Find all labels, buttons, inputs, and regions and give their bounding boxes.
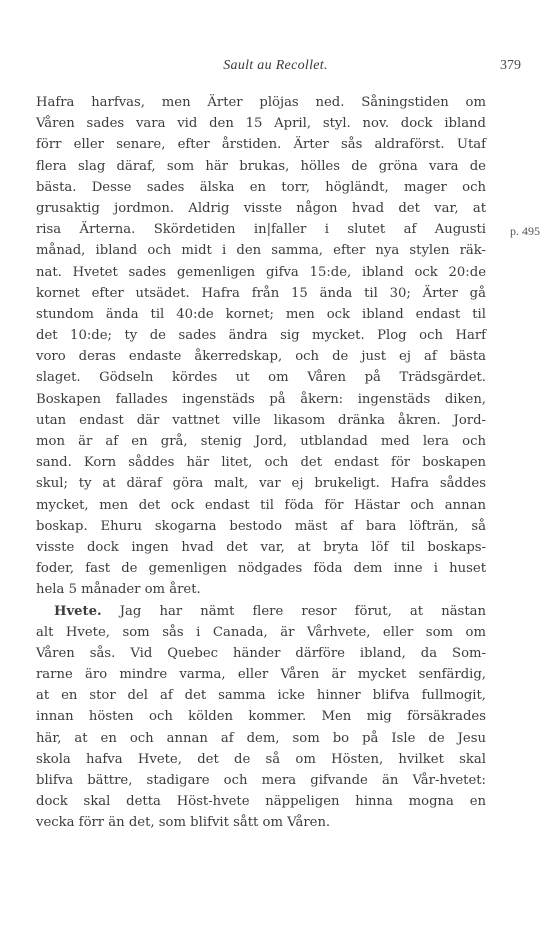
text-line: alt Hvete, som sås i Canada, är Vårhvete, eller som om [36, 624, 486, 640]
text-line: skola hafva Hvete, det de så om Hösten, hvilket skal [36, 751, 486, 767]
text-line: blifva bättre, stadigare och mera gifvande än Vår-hvetet: [36, 773, 486, 788]
text-line: det 10:de; ty de sades ändra sig mycket. Plog och Harf [36, 328, 486, 344]
text-line: Hafra harfvas, men Ärter plöjas ned. Såningstiden om [36, 95, 486, 110]
section-first-line-text: Jag har nämt flere resor förut, at nästan [119, 603, 486, 619]
section-first-line [36, 601, 486, 622]
text-line: bästa. Desse sades älska en torr, högländt, mager och [36, 179, 486, 195]
text-line: foder, fast de gemenligen nödgades föda dem inne i huset [36, 561, 486, 577]
text-line: visste dock ingen hvad det var, at bryta löf til boskaps- [36, 539, 486, 555]
text-line: skul; ty at däraf göra malt, var ej brukeligt. Hafra såddes [36, 476, 486, 492]
text-line: mon är af en grå, stenig Jord, utblandad med lera och [36, 434, 486, 449]
text-line: vecka förr än det, som blifvit sått om Våren. [36, 815, 331, 831]
text-line: slaget. Gödseln kördes ut om Våren på Trädsgärdet. [36, 370, 486, 386]
text-line: voro deras endaste åkerredskap, och de just ej af bästa [36, 349, 486, 365]
text-line: mycket, men det ock endast til föda för Hästar och annan [36, 497, 486, 513]
body-text [36, 92, 486, 834]
text-line: nat. Hvetet sades gemenligen gifva 15:de, ibland ock 20:de [36, 264, 486, 280]
page-number: 379 [500, 58, 521, 73]
text-line: grusaktig jordmon. Aldrig visste någon hvad det var, at [36, 200, 486, 216]
text-line: hela 5 månader om året. [36, 582, 201, 598]
text-line: Boskapen fallades ingenstäds på åkern: ingenstäds diken, [36, 391, 486, 407]
text-line: at en stor del af det samma icke hinner blifva fullmogit, [36, 688, 486, 704]
text-line: månad, ibland och midt i den samma, efter nya stylen räk- [36, 243, 486, 259]
text-line: dock skal detta Höst-hvete näppeligen hinna mogna en [36, 794, 486, 810]
text-line: rarne äro mindre varma, eller Våren är mycket senfärdig, [36, 667, 486, 683]
text-line: boskap. Ehuru skogarna bestodo mäst af bara löfträn, så [36, 518, 486, 534]
text-line: Våren sås. Vid Quebec händer därföre ibland, da Som- [36, 645, 486, 661]
text-line: innan hösten och kölden kommer. Men mig försäkrades [36, 709, 486, 725]
text-line: utan endast där vattnet ville likasom dränka åkren. Jord- [36, 412, 486, 428]
text-line: sand. Korn såddes här litet, och det endast för boskapen [36, 455, 486, 471]
text-line: kornet efter utsädet. Hafra från 15 ända til 30; Ärter gå [36, 285, 486, 301]
running-title: Sault au Recollet. [223, 58, 328, 73]
text-line: stundom ända til 40:de kornet; men ock ibland endast til [36, 306, 486, 322]
text-line: förr eller senare, efter årstiden. Ärter sås aldraförst. Utaf [36, 137, 486, 153]
section-heading: Hvete. [54, 603, 102, 619]
text-line: risa Ärterna. Skördetiden in|faller i slutet af Augusti [36, 222, 486, 238]
text-line: flera slag däraf, som här brukas, hölles de gröna vara de [36, 158, 486, 174]
text-line: här, at en och annan af dem, som bo på Isle de Jesu [36, 730, 486, 746]
margin-page-reference: p. 495 [510, 224, 540, 238]
text-line: Våren sades vara vid den 15 April, styl. nov. dock ibland [36, 116, 486, 132]
